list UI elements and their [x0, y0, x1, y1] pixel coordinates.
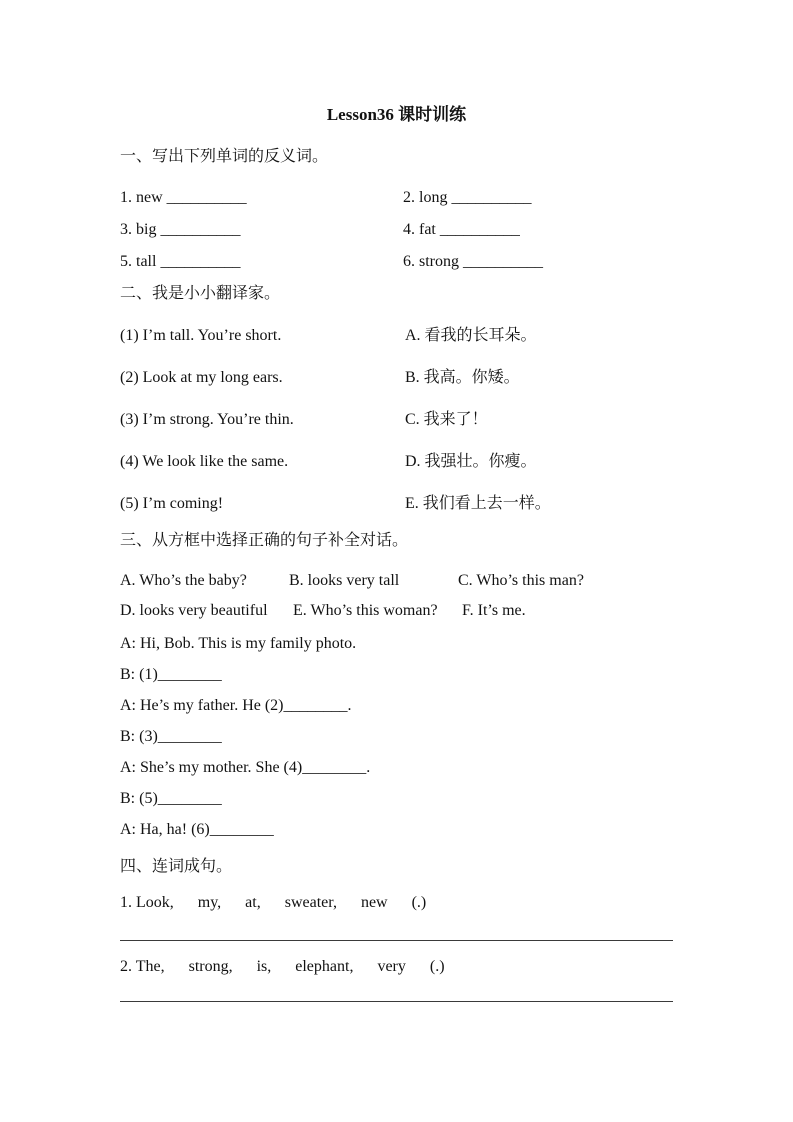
match-row	[120, 410, 673, 430]
antonym-item-1: 1. new __________	[120, 189, 247, 206]
dialog-line-7: A: Ha, ha! (6)________	[120, 821, 274, 838]
choice-c: C. Who’s this man?	[458, 572, 584, 589]
choice-d: D. looks very beautiful	[120, 602, 268, 619]
answer-line	[120, 1001, 673, 1002]
english-sentence-5: (5) I’m coming!	[120, 495, 224, 512]
match-row	[120, 452, 673, 472]
match-row	[120, 326, 673, 346]
answer-line	[120, 940, 673, 941]
dialog-line-5: A: She’s my mother. She (4)________.	[120, 759, 371, 776]
dialog-line-6: B: (5)________	[120, 790, 222, 807]
choice-f: F. It’s me.	[462, 602, 526, 619]
choice-a: A. Who’s the baby?	[120, 572, 247, 589]
choice-bank-row-2	[120, 601, 673, 621]
dialog-block	[120, 634, 673, 840]
dialog-line-3: A: He’s my father. He (2)________.	[120, 697, 352, 714]
english-sentence-1: (1) I’m tall. You’re short.	[120, 327, 282, 344]
antonym-row	[120, 252, 673, 272]
match-row	[120, 368, 673, 388]
antonym-list	[120, 188, 673, 272]
section3-heading: 三、从方框中选择正确的句子补全对话。	[120, 532, 409, 549]
chinese-option-d: D. 我强壮。你瘦。	[405, 453, 537, 470]
translation-match-list	[120, 326, 673, 514]
antonym-item-5: 5. tall __________	[120, 253, 241, 270]
chinese-option-c: C. 我来了！	[405, 411, 488, 428]
english-sentence-3: (3) I’m strong. You’re thin.	[120, 411, 294, 428]
chinese-option-e: E. 我们看上去一样。	[405, 495, 551, 512]
antonym-item-3: 3. big __________	[120, 221, 241, 238]
dialog-line-2: B: (1)________	[120, 666, 222, 683]
dialog-line-4: B: (3)________	[120, 728, 222, 745]
page-title: Lesson36 课时训练	[326, 105, 467, 124]
choice-e: E. Who’s this woman?	[293, 602, 438, 619]
section4-heading: 四、连词成句。	[120, 858, 233, 875]
sentence-order-item-2: 2. The, strong, is, elephant, very (.)	[120, 958, 445, 975]
antonym-item-4: 4. fat __________	[403, 221, 520, 238]
dialog-line-1: A: Hi, Bob. This is my family photo.	[120, 635, 357, 652]
section2-heading: 二、我是小小翻译家。	[120, 285, 281, 302]
sentence-order-item-1: 1. Look, my, at, sweater, new (.)	[120, 894, 427, 911]
antonym-row	[120, 188, 673, 208]
match-row	[120, 494, 673, 514]
antonym-item-6: 6. strong __________	[403, 253, 543, 270]
section1-heading: 一、写出下列单词的反义词。	[120, 148, 329, 165]
chinese-option-b: B. 我高。你矮。	[405, 369, 520, 386]
english-sentence-4: (4) We look like the same.	[120, 453, 289, 470]
english-sentence-2: (2) Look at my long ears.	[120, 369, 283, 386]
antonym-row	[120, 220, 673, 240]
choice-b: B. looks very tall	[289, 572, 400, 589]
chinese-option-a: A. 看我的长耳朵。	[405, 327, 537, 344]
choice-bank-row-1	[120, 571, 673, 591]
antonym-item-2: 2. long __________	[403, 189, 532, 206]
